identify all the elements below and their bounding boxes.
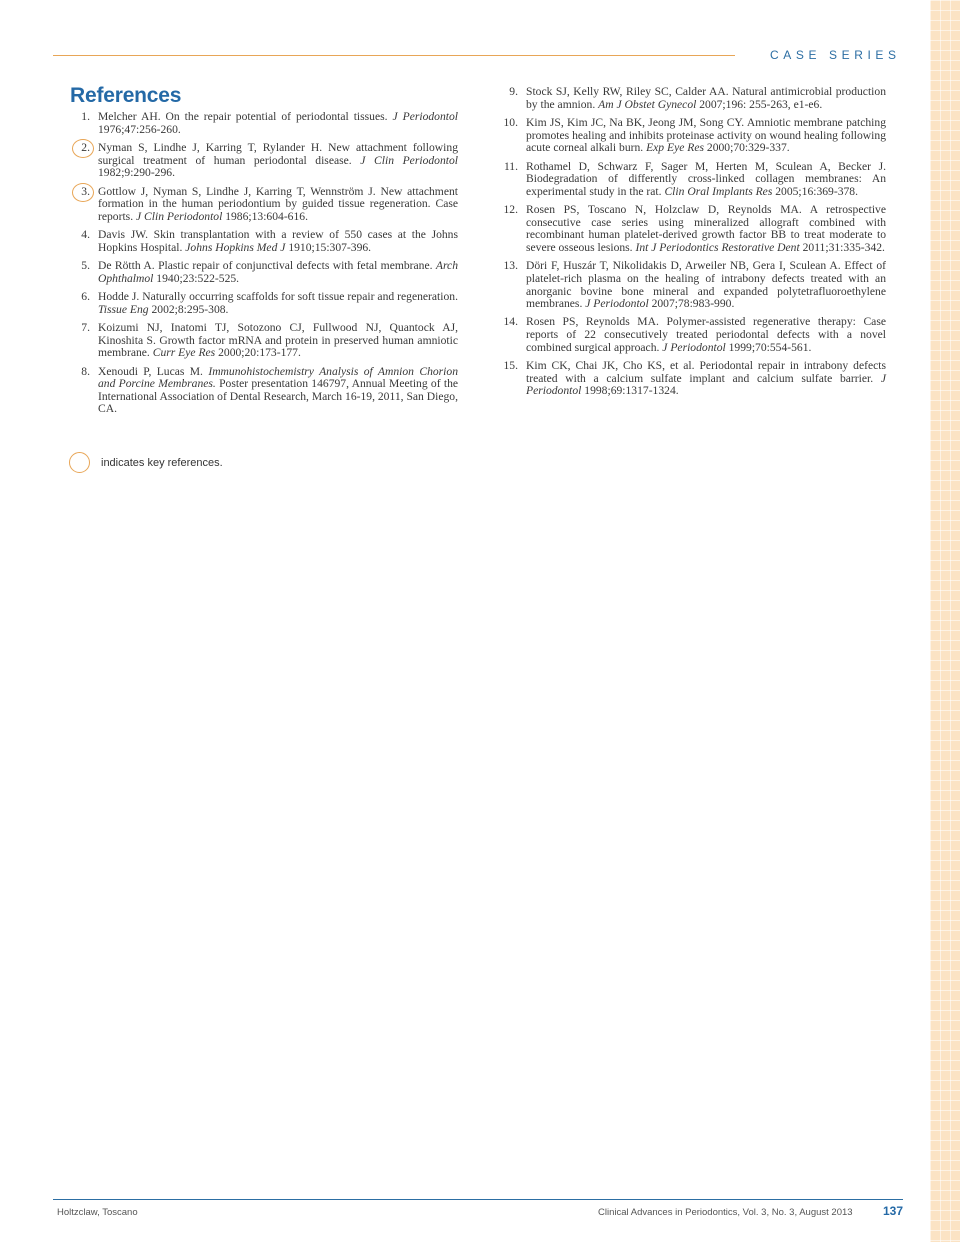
reference-journal: Clin Oral Implants Res bbox=[664, 184, 773, 198]
key-reference-number: 3. bbox=[70, 186, 90, 199]
key-reference-number: 2. bbox=[70, 142, 90, 155]
page-number: 137 bbox=[883, 1204, 904, 1218]
reference-text: 1986;13:604-616. bbox=[222, 209, 308, 223]
reference-item bbox=[70, 291, 458, 316]
reference-text: Hodde J. Naturally occurring scaffolds for soft tissue repair and regeneration. bbox=[98, 290, 458, 304]
reference-number: 9. bbox=[509, 85, 518, 98]
reference-text: Davis JW. Skin transplantation with a review of 550 cases at the Johns Hopkins Hospital. bbox=[98, 228, 458, 254]
reference-text: 2005;16:369-378. bbox=[772, 184, 859, 198]
reference-item bbox=[498, 316, 886, 354]
reference-number: 14. bbox=[503, 315, 518, 329]
reference-text: Döri F, Huszár T, Nikolidakis D, Arweiler NB, Gera I, Sculean A. Effect of platelet-rich plasma on the healing of intrabony defects treated with an anorganic bovine bone mineral and expanded polytetrafluoroethylene membranes. bbox=[526, 259, 886, 311]
reference-text: Melcher AH. On the repair potential of periodontal tissues. bbox=[98, 110, 393, 123]
reference-journal: J Periodontol bbox=[662, 340, 726, 354]
reference-text: 1940;23:522-525. bbox=[153, 271, 240, 285]
reference-number: 8. bbox=[81, 364, 90, 378]
reference-journal: Immunohistochemistry Analysis of Amnion Chorion and Porcine Membranes. bbox=[98, 364, 458, 391]
reference-text: Gottlow J, Nyman S, Lindhe J, Karring T, Wennström J. New attachment formation in the human periodontium by guided tissue regeneration. Case reports. bbox=[98, 184, 458, 223]
reference-journal: Am J Obstet Gynecol bbox=[598, 97, 697, 111]
reference-text: De Rötth A. Plastic repair of conjunctival defects with fetal membrane. bbox=[98, 259, 436, 273]
reference-number: 4. bbox=[81, 228, 90, 242]
reference-number: 5. bbox=[81, 259, 90, 273]
header-rule bbox=[53, 55, 735, 56]
references-heading: References bbox=[70, 84, 182, 107]
reference-text: Poster presentation 146797, Annual Meeting of the International Association of Dental Research, March 16-19, 2011, San Diego, CA. bbox=[98, 377, 459, 416]
reference-number: 11. bbox=[503, 159, 518, 173]
reference-number: 1. bbox=[81, 110, 90, 123]
reference-text: 1982;9:290-296. bbox=[98, 166, 175, 180]
reference-text: 2007;78:983-990. bbox=[648, 297, 735, 311]
reference-item bbox=[498, 117, 886, 155]
reference-text: Nyman S, Lindhe J, Karring T, Rylander H. New attachment following surgical treatment of human periodontal disease. bbox=[98, 140, 458, 167]
reference-number: 13. bbox=[503, 259, 518, 273]
reference-journal: J Periodontol bbox=[585, 297, 649, 311]
reference-item bbox=[70, 322, 458, 360]
reference-journal: J Clin Periodontol bbox=[360, 153, 458, 167]
reference-text: Stock SJ, Kelly RW, Riley SC, Calder AA. Natural antimicrobial production by the amnion. bbox=[526, 85, 886, 111]
key-references-legend bbox=[69, 452, 223, 473]
reference-number: 15. bbox=[503, 359, 518, 373]
reference-item bbox=[70, 366, 458, 416]
reference-text: 1998;69:1317-1324. bbox=[581, 384, 679, 398]
decorative-side-stripe bbox=[930, 0, 960, 1242]
reference-text: Koizumi NJ, Inatomi TJ, Sotozono CJ, Fullwood NJ, Quantock AJ, Kinoshita S. Growth factor mRNA and protein in preserved human amniotic membrane. bbox=[98, 321, 458, 360]
reference-journal: J Periodontol bbox=[392, 110, 458, 123]
reference-number: 7. bbox=[81, 321, 90, 335]
reference-journal: Johns Hopkins Med J bbox=[185, 240, 286, 254]
references-right-column bbox=[498, 86, 886, 404]
reference-text: Xenoudi P, Lucas M. bbox=[98, 364, 209, 378]
reference-item bbox=[498, 360, 886, 398]
footer-rule bbox=[53, 1199, 903, 1200]
reference-text: Kim JS, Kim JC, Na BK, Jeong JM, Song CY. Amniotic membrane patching promotes healing and inhibits proteinase activity on wound healing following acute corneal alkali burn. bbox=[526, 115, 886, 155]
reference-text: 2002;8:295-308. bbox=[148, 302, 229, 316]
reference-text: 1999;70:554-561. bbox=[725, 340, 812, 354]
key-circle-icon bbox=[69, 452, 90, 473]
reference-item bbox=[498, 86, 886, 111]
key-legend-text: indicates key references. bbox=[101, 456, 223, 469]
reference-journal: Arch Ophthalmol bbox=[98, 259, 458, 285]
reference-journal: J Clin Periodontol bbox=[136, 209, 223, 223]
references-left-column bbox=[70, 111, 458, 422]
reference-journal: J Periodontol bbox=[526, 371, 886, 398]
reference-item bbox=[498, 161, 886, 199]
reference-text: 2000;20:173-177. bbox=[215, 346, 301, 360]
reference-text: Rosen PS, Toscano N, Holzclaw D, Reynolds MA. A retrospective consecutive case series using mineralized allograft combined with recombinant human platelet-derived growth factor BB to treat moderate to severe osseous lesions. bbox=[526, 203, 886, 254]
reference-item bbox=[70, 111, 458, 136]
reference-text: 2011;31:335-342. bbox=[799, 240, 885, 254]
footer-journal-citation: Clinical Advances in Periodontics, Vol. 3, No. 3, August 2013 bbox=[598, 1207, 853, 1218]
reference-number: 12. bbox=[503, 203, 518, 217]
reference-item bbox=[70, 186, 458, 224]
series-label: CASE SERIES bbox=[770, 48, 901, 62]
reference-journal: Int J Periodontics Restorative Dent bbox=[635, 240, 800, 254]
reference-item bbox=[498, 260, 886, 310]
reference-journal: Curr Eye Res bbox=[152, 346, 216, 360]
reference-text: Rosen PS, Reynolds MA. Polymer-assisted regenerative therapy: Case reports of 22 consecutively treated periodontal defects with a novel combined surgical approach. bbox=[526, 315, 886, 354]
reference-text: Rothamel D, Schwarz F, Sager M, Herten M, Sculean A, Becker J. Biodegradation of differently cross-linked collagen membranes: An experimental study in the rat. bbox=[526, 159, 886, 198]
reference-text: 1910;15:307-396. bbox=[285, 240, 372, 254]
reference-text: 2000;70:329-337. bbox=[704, 141, 790, 155]
reference-item bbox=[498, 204, 886, 254]
reference-number: 6. bbox=[81, 290, 90, 304]
reference-item bbox=[70, 229, 458, 254]
reference-text: Kim CK, Chai JK, Cho KS, et al. Periodontal repair in intrabony defects treated with a calcium sulfate implant and calcium sulfate barrier. bbox=[526, 359, 886, 385]
reference-text: 2007;196: 255-263, e1-e6. bbox=[696, 97, 823, 111]
reference-item bbox=[70, 260, 458, 285]
reference-journal: Tissue Eng bbox=[98, 302, 149, 316]
reference-journal: Exp Eye Res bbox=[646, 141, 705, 155]
reference-item bbox=[70, 142, 458, 180]
reference-number: 10. bbox=[503, 115, 518, 129]
reference-text: 1976;47:256-260. bbox=[98, 122, 181, 136]
footer-authors: Holtzclaw, Toscano bbox=[57, 1207, 138, 1218]
